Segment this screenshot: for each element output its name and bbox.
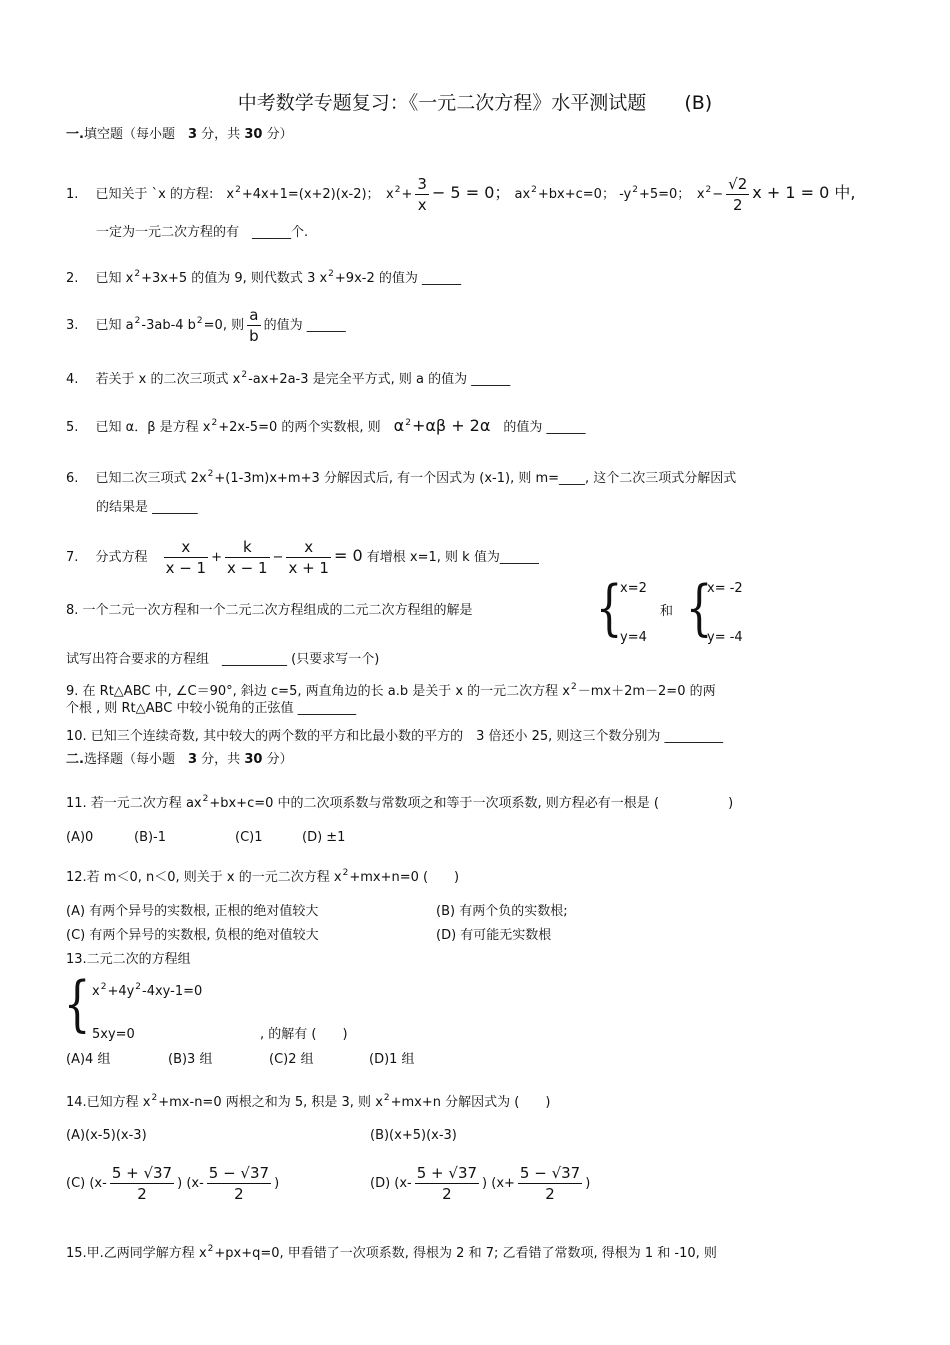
question-2: 2. 已知 $x^2+3x+5$ 的值为 9, 则代数式 3 $x^2+9x-2$ 的值为 ______ (66, 269, 461, 286)
question-3: 3. 已知 $a^2-3ab-4$ $b^2=0$, 则 $\frac{a}{b}$ 的值为 ______ (66, 306, 346, 345)
system-eq-1: $x^2+4y^2-4xy-1=0$ (92, 982, 203, 999)
solution-2-y: y= -4 (707, 630, 743, 645)
brace-solution-1: { (595, 573, 623, 643)
brace-system: { (63, 969, 91, 1039)
question-13-tail: , 的解有 ( ) (260, 1027, 348, 1042)
question-9-line2: 个根 , 则 Rt△ABC 中较小锐角的正弦值 _________ (66, 701, 357, 716)
and-label: 和 (660, 604, 674, 619)
q12-option-c: (C) 有两个异号的实数根, 负根的绝对值较大 (66, 928, 319, 943)
q14-option-c: (C) (x- $\frac{5 + √37}{2}$ ) (x- $\frac{5 - √37}{2}$ ) (66, 1164, 280, 1203)
question-15: 15.甲.乙两同学解方程 $x^2+px+q=0$, 甲看错了一次项系数, 得根为 2 和 7; 乙看错了常数项, 得根为 1 和 -10, 则 (66, 1244, 717, 1261)
q14-option-a: (A)(x-5)(x-3) (66, 1128, 147, 1143)
q12-option-d: (D) 有可能无实数根 (436, 928, 552, 943)
question-8-line2: 试写出符合要求的方程组 __________ (只要求写一个) (66, 652, 380, 667)
question-13: 13.二元二次的方程组 (66, 952, 191, 967)
question-1: 1. 已知关于 `x 的方程: $x^2+4x+1=(x+2)(x-2)$； $x^2+$ $\frac{3}{x}$ − 5 = 0； $ax^2+bx+c=0$； $-y^2+5=0$； $x^2-$ $\frac{√2}{2}$ x + 1 = 0 中, (66, 175, 856, 214)
q14-option-b: (B)(x+5)(x-3) (370, 1128, 457, 1143)
question-9: 9. 在 Rt△ABC 中, ∠C＝90°, 斜边 c=5, 两直角边的长 a.b 是关于 x 的一元二次方程 $x^2-mx+2m-2=0$ 的两 (66, 682, 716, 699)
question-7: 7. 分式方程 $\frac{x}{x - 1}$ + $\frac{k}{x - 1}$ − $\frac{x}{x + 1}$ = 0 有增根 x=1, 则 k 值为______ (66, 538, 539, 577)
question-14: 14.已知方程 $x^2+mx-n=0$ 两根之和为 5, 积是 3, 则 $x^2+mx+n$ 分解因式为 ( ) (66, 1093, 551, 1110)
question-12: 12.若 m＜0, n＜0, 则关于 x 的一元二次方程 $x^2+mx+n=0$ ( ) (66, 868, 460, 885)
q11-option-b: (B)-1 (134, 830, 167, 845)
brace-solution-2: { (685, 573, 713, 643)
q13-option-b: (B)3 组 (168, 1052, 213, 1067)
q11-option-c: (C)1 (235, 830, 263, 845)
question-11: 11. 若一元二次方程 $ax^2+bx+c=0$ 中的二次项系数与常数项之和等于一次项系数, 则方程必有一根是 ( ) (66, 794, 734, 811)
q13-option-c: (C)2 组 (269, 1052, 314, 1067)
solution-1-x: x=2 (620, 581, 647, 596)
q14-option-d: (D) (x- $\frac{5 + √37}{2}$ ) (x+ $\frac{5 - √37}{2}$ ) (370, 1164, 591, 1203)
q11-option-d: (D) ±1 (302, 830, 346, 845)
solution-1-y: y=4 (620, 630, 647, 645)
q13-option-d: (D)1 组 (369, 1052, 415, 1067)
system-eq-2: 5xy=0 (92, 1027, 135, 1042)
question-6-line2: 的结果是 _______ (96, 500, 198, 515)
question-6: 6. 已知二次三项式 $2x^2+(1-3m)x+m+3$ 分解因式后, 有一个因式为 (x-1), 则 m=____, 这个二次三项式分解因式 (66, 469, 737, 486)
section-heading-fill-blank: 一.填空题（每小题 3 分，共 30 分） (66, 127, 293, 142)
solution-2-x: x= -2 (707, 581, 743, 596)
question-1-line2: 一定为一元二次方程的有 ______个. (96, 225, 309, 240)
q12-option-b: (B) 有两个负的实数根; (436, 904, 568, 919)
section-heading-multiple-choice: 二.选择题（每小题 3 分，共 30 分） (66, 752, 293, 767)
question-8: 8. 一个二元一次方程和一个二元二次方程组成的二元二次方程组的解是 (66, 603, 473, 618)
q12-option-a: (A) 有两个异号的实数根, 正根的绝对值较大 (66, 904, 319, 919)
q11-option-a: (A)0 (66, 830, 94, 845)
question-4: 4. 若关于 x 的二次三项式 $x^2-ax+2a-3$ 是完全平方式, 则 a 的值为 ______ (66, 370, 511, 387)
q13-option-a: (A)4 组 (66, 1052, 111, 1067)
question-10: 10. 已知三个连续奇数, 其中较大的两个数的平方和比最小数的平方的 3 倍还小 25, 则这三个数分别为 _________ (66, 729, 724, 744)
question-5: 5. 已知 α．β 是方程 $x^2+2x-5=0$ 的两个实数根, 则 $\alpha^2+\alpha\beta + 2\alpha$ 的值为 ______ (66, 416, 586, 435)
page-title: 中考数学专题复习：《一元二次方程》水平测试题 (B) (237, 92, 713, 114)
